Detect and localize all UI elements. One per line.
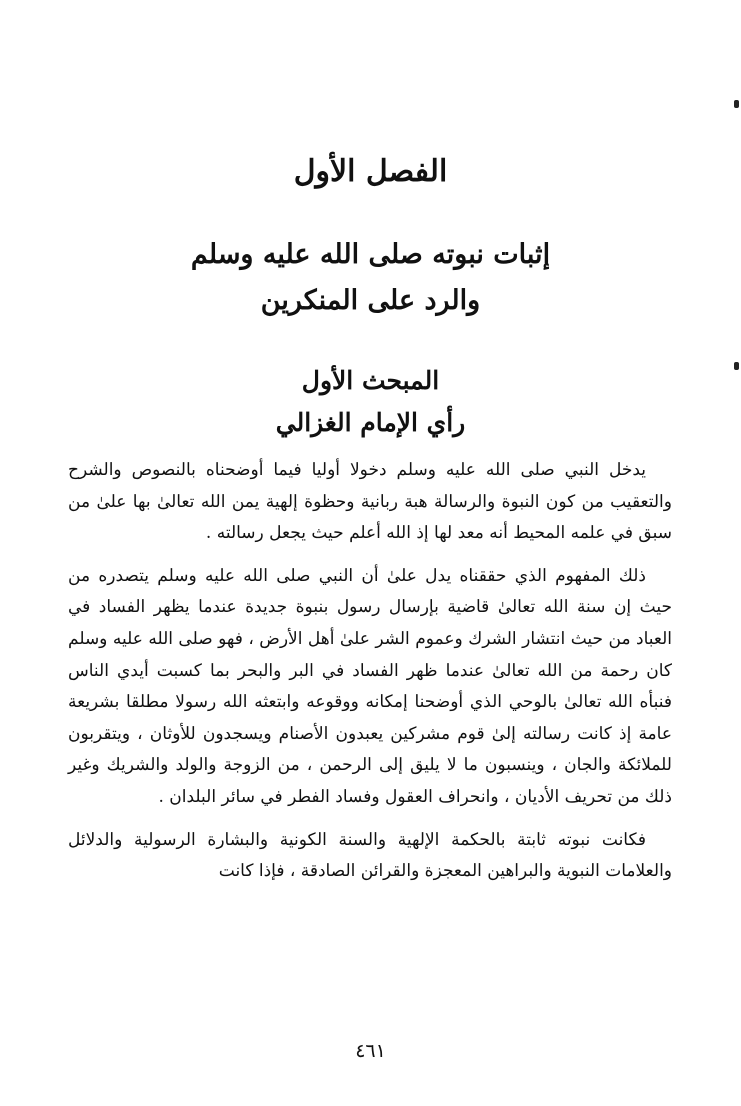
section-label: المبحث الأول	[301, 366, 440, 395]
paragraph: فكانت نبوته ثابتة بالحكمة الإلهية والسنة الكونية والبشارة الرسولية والدلائل والعلامات النبوية والبراهين المعجزة والقرائن الصادقة ، فإذا كانت	[68, 829, 672, 882]
section-heading	[0, 360, 741, 444]
main-title-line-2: والرد على المنكرين	[260, 285, 481, 316]
chapter-title: الفصل الأول	[293, 154, 448, 189]
margin-mark	[734, 100, 739, 108]
paragraph: ذلك المفهوم الذي حققناه يدل علىٰ أن النبي صلى الله عليه وسلم يتصدره من حيث إن سنة الله تعالىٰ قاضية بإرسال رسول بنبوة جديدة عندما يظهر الفساد في العباد من حيث انتشار الشرك وعموم الشر علىٰ أهل الأرض ، فهو صلى الله عليه وسلم كان رحمة من الله تعالىٰ عندما ظهر الفساد في البر والبحر بما كسبت أيدي الناس فنبأه الله تعالىٰ بالوحي الذي أوضحنا إمكانه ووقوعه وابتعثه الله رسولا مطلقا بشريعة عامة إذ كانت رسالته إلىٰ قوم مشركين يعبدون الأصنام ويسجدون للأوثان ، ويتقربون للملائكة والجان ، وينسبون ما لا يليق إلى الرحمن ، من الزوجة والولد والشريك وغير ذلك من تحريف الأديان ، وانحراف العقول وفساد الفطر في سائر البلدان .	[68, 565, 672, 807]
main-title	[0, 232, 741, 324]
paragraph: يدخل النبي صلى الله عليه وسلم دخولا أوليا فيما أوضحناه بالنصوص والشرح والتعقيب من كون النبوة والرسالة هبة ربانية وحظوة إلهية يمن الله تعالىٰ بها علىٰ من سبق في علمه المحيط أنه معد لها إذ الله أعلم حيث يجعل رسالته .	[68, 460, 672, 544]
section-title: رأي الإمام الغزالي	[275, 408, 466, 437]
page-number: ٤٦١	[355, 1040, 386, 1062]
body-text	[68, 455, 672, 888]
main-title-line-1: إثبات نبوته صلى الله عليه وسلم	[190, 239, 551, 270]
